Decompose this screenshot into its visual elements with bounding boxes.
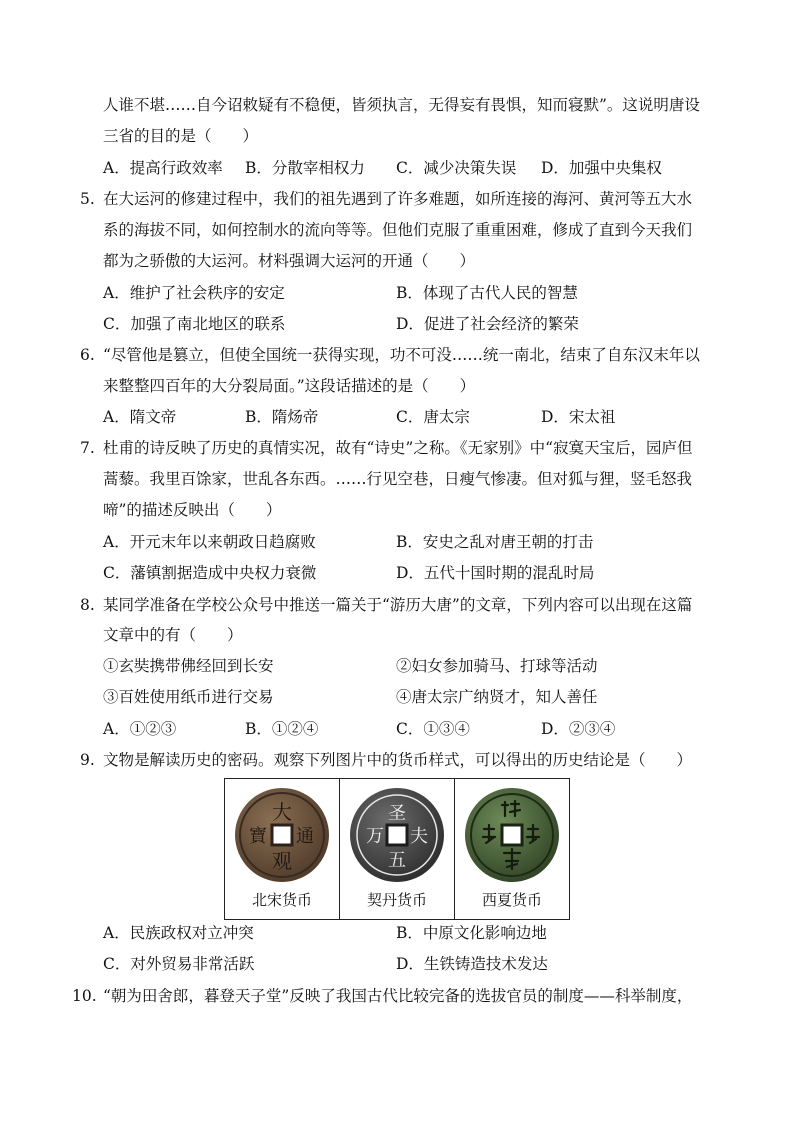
q5-option-c: C．加强了南北地区的联系 [103, 315, 286, 333]
q7-option-c: C．藩镇割据造成中央权力衰微 [103, 564, 317, 582]
q8-item-2: ②妇女参加骑马、打球等活动 [396, 657, 598, 675]
q8-option-d: D．②③④ [541, 720, 616, 738]
q7-stem-line-2: 蒿藜。我里百馀家，世乱各东西。……行见空巷，日瘦气惨凄。但对狐与狸，竖毛怒我 [103, 470, 693, 488]
q8-item-4: ④唐太宗广纳贤才，知人善任 [396, 688, 598, 706]
q7-option-d: D．五代十国时期的混乱时局 [396, 564, 595, 582]
q4-stem-line-1: 人谁不堪……自今诏敕疑有不稳便，皆须执言，无得妄有畏惧，知而寝默”。这说明唐设 [103, 96, 700, 114]
coin2-char-right: 夫 [410, 826, 428, 847]
q10-number: 10. [72, 987, 97, 1005]
q8-stem-line-1: 某同学准备在学校公众号中推送一篇关于“游历大唐”的文章，下列内容可以出现在这篇 [103, 596, 693, 614]
q9-option-d: D．生铁铸造技术发达 [396, 955, 548, 973]
q9-number: 9. [80, 751, 95, 769]
northern-song-caption: 北宋货币 [251, 891, 312, 909]
coin-cell-northern-song [225, 779, 340, 919]
q8-option-a: A．①②③ [103, 720, 177, 738]
western-xia-caption: 西夏货币 [481, 891, 542, 909]
khitan-coin-image [347, 785, 447, 885]
q5-stem-line-2: 系的海拔不同，如何控制水的流向等等。但他们克服了重重困难，修成了直到今天我们 [103, 221, 693, 239]
q9-option-a: A．民族政权对立冲突 [103, 924, 254, 942]
coin1-char-bottom: 观 [272, 849, 292, 873]
q6-stem-line-1: “尽管他是篡立，但使全国统一获得实现，功不可没……统一南北，结束了自东汉末年以 [103, 346, 700, 364]
coin-cell-western-xia [455, 779, 569, 919]
q8-stem-line-2: 文章中的有（ ） [103, 626, 243, 644]
coin2-char-left: 万 [366, 826, 384, 847]
q5-option-a: A．维护了社会秩序的安定 [103, 284, 285, 302]
q4-option-b: B．分散宰相权力 [245, 159, 365, 177]
q9-option-c: C．对外贸易非常活跃 [103, 955, 255, 973]
q6-option-b: B．隋炀帝 [245, 408, 319, 426]
coin1-char-left: 寶 [249, 826, 267, 847]
q6-option-d: D．宋太祖 [541, 408, 616, 426]
q8-number: 8. [80, 596, 95, 614]
coin-figure-table [224, 778, 570, 920]
khitan-caption: 契丹货币 [366, 891, 427, 909]
q5-number: 5. [80, 190, 95, 208]
q4-option-a: A．提高行政效率 [103, 159, 223, 177]
q6-stem-line-2: 来整整四百年的大分裂局面。”这段话描述的是（ ） [103, 377, 476, 395]
q8-item-3: ③百姓使用纸币进行交易 [103, 688, 274, 706]
coin2-char-bottom: 五 [388, 850, 406, 871]
q8-item-1: ①玄奘携带佛经回到长安 [103, 657, 274, 675]
q6-number: 6. [80, 346, 95, 364]
coin1-char-right: 通 [296, 826, 314, 847]
q5-option-b: B．体现了古代人民的智慧 [396, 284, 578, 302]
q8-option-b: B．①②④ [245, 720, 319, 738]
western-xia-coin-image [462, 785, 562, 885]
q10-stem-line: “朝为田舍郎，暮登天子堂”反映了我国古代比较完备的选拔官员的制度——科举制度， [103, 987, 693, 1005]
q7-number: 7. [80, 439, 95, 457]
q6-option-c: C．唐太宗 [396, 408, 470, 426]
q4-option-c: C．减少决策失误 [396, 159, 517, 177]
q5-option-d: D．促进了社会经济的繁荣 [396, 315, 579, 333]
coin2-char-top: 圣 [388, 803, 406, 824]
coin-cell-khitan [340, 779, 455, 919]
q5-stem-line-1: 在大运河的修建过程中，我们的祖先遇到了许多难题，如所连接的海河、黄河等五大水 [103, 190, 693, 208]
q7-stem-line-1: 杜甫的诗反映了历史的真情实况，故有“诗史”之称。《无家别》中“寂寞天宝后，园庐但 [103, 439, 693, 457]
q5-stem-line-3: 都为之骄傲的大运河。材料强调大运河的开通（ ） [103, 252, 476, 270]
q9-stem-line: 文物是解读历史的密码。观察下列图片中的货币样式，可以得出的历史结论是（ ） [103, 751, 693, 769]
q6-option-a: A．隋文帝 [103, 408, 177, 426]
coin1-char-top: 大 [272, 800, 292, 824]
q7-option-b: B．安史之乱对唐王朝的打击 [396, 533, 594, 551]
q4-option-d: D．加强中央集权 [541, 159, 662, 177]
northern-song-coin-image [232, 785, 332, 885]
q4-stem-line-2: 三省的目的是（ ） [103, 127, 259, 145]
q9-option-b: B．中原文化影响边地 [396, 924, 547, 942]
q7-option-a: A．开元末年以来朝政日趋腐败 [103, 533, 316, 551]
q8-option-c: C．①③④ [396, 720, 470, 738]
q7-stem-line-3: 啼”的描述反映出（ ） [103, 501, 282, 519]
